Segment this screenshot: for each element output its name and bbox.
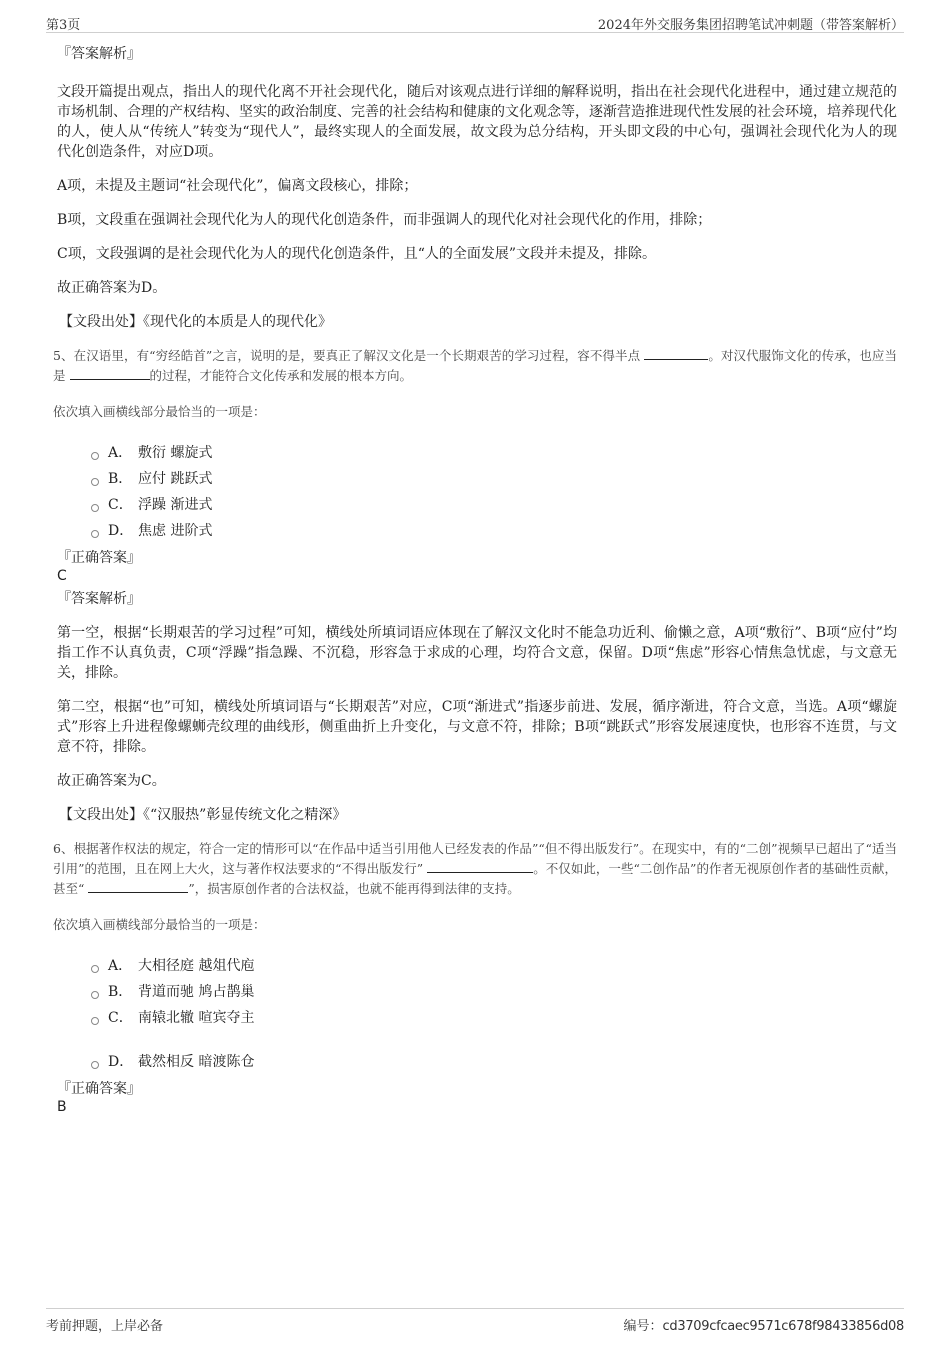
document-title: 2024年外交服务集团招聘笔试冲刺题（带答案解析） <box>597 18 904 33</box>
q4-note-a: A项，未提及主题词“社会现代化”，偏离文段核心，排除； <box>57 178 418 194</box>
option-letter: D． <box>108 523 134 539</box>
q6-stem <box>53 839 897 899</box>
q5-source: 【文段出处】《“汉服热”彰显传统文化之精深》 <box>59 807 347 823</box>
question-6 <box>53 839 897 1075</box>
option-letter: C． <box>108 497 133 513</box>
q5-blank-2 <box>70 366 150 380</box>
q6-stem-part2: 。不仅如此，一些“二创作品”的作者无视原创作者的基础性贡献，甚至“ <box>53 861 897 896</box>
q5-option-c[interactable] <box>91 492 897 518</box>
q5-stem-part3: 的过程，才能符合文化传承和发展的根本方向。 <box>149 368 413 383</box>
page-footer <box>46 1308 904 1334</box>
q6-option-b[interactable] <box>91 979 897 1005</box>
q4-note-c: C项，文段强调的是社会现代化为人的现代化创造条件，且“人的全面发展”文段并未提及，排除。 <box>57 246 657 262</box>
page-header <box>46 12 904 33</box>
question-5 <box>53 346 897 544</box>
option-text: 浮躁 渐进式 <box>138 497 213 513</box>
radio-icon[interactable] <box>91 530 99 538</box>
radio-icon[interactable] <box>91 965 99 973</box>
q5-hint: 依次填入画横线部分最恰当的一项是： <box>53 404 266 419</box>
option-text: 截然相反 暗渡陈仓 <box>138 1054 255 1070</box>
q5-answer: C <box>57 568 67 584</box>
radio-icon[interactable] <box>91 504 99 512</box>
q6-option-d[interactable] <box>91 1049 897 1075</box>
radio-icon[interactable] <box>91 1017 99 1025</box>
option-letter: D． <box>108 1054 134 1070</box>
q5-answer-label: 『正确答案』 <box>57 550 141 566</box>
q5-stem <box>53 346 897 386</box>
q6-blank-2 <box>88 879 188 893</box>
footer-code: cd3709cfcaec9571c678f98433856d08 <box>662 1319 904 1334</box>
radio-icon[interactable] <box>91 452 99 460</box>
footer-code-block <box>624 1315 904 1334</box>
radio-icon[interactable] <box>91 1061 99 1069</box>
footer-code-label: 编号： <box>623 1319 663 1334</box>
q5-option-a[interactable] <box>91 440 897 466</box>
q6-answer: B <box>57 1099 67 1115</box>
page-number: 第3页 <box>46 18 81 33</box>
q4-analysis-label: 『答案解析』 <box>57 46 141 62</box>
option-letter: C． <box>108 1010 133 1026</box>
q5-analysis-2: 第二空，根据“也”可知，横线处所填词语与“长期艰苦”对应，C项“渐进式”指逐步前进、发展，循序渐进，符合文意，当选。A项“螺旋式”形容上升进程像螺蛳壳纹理的曲线形，侧重曲折上升变化，与文意不符，排除；B项“跳跃式”形容发展速度快，也形容不连贯，与文意不符，排除。 <box>57 699 897 755</box>
q4-conclusion: 故正确答案为D。 <box>57 280 167 296</box>
q6-stem-part1: 6、根据著作权法的规定，符合一定的情形可以“在作品中适当引用他人已经发表的作品”“但不得出版发行”。在现实中，有的“二创”视频早已超出了“适当引用”的范围，且在网上大火，这与著作权法要求的“不得出版发行” <box>53 841 897 876</box>
option-letter: A． <box>108 958 133 974</box>
option-letter: B． <box>108 471 133 487</box>
radio-icon[interactable] <box>91 991 99 999</box>
q5-stem-part2: 。对汉代服饰文化的传承，也应当是 <box>53 348 897 383</box>
radio-icon[interactable] <box>91 478 99 486</box>
q5-option-d[interactable] <box>91 518 897 544</box>
q5-analysis-1: 第一空，根据“长期艰苦的学习过程”可知，横线处所填词语应体现在了解汉文化时不能急功近利、偷懒之意，A项“敷衍”、B项“应付”均指工作不认真负责，C项“浮躁”指急躁、不沉稳，形容急于求成的心理，均符合文意，保留。D项“焦虑”形容心情焦急忧虑，与文意无关，排除。 <box>57 625 897 681</box>
q5-analysis-label: 『答案解析』 <box>57 591 141 607</box>
q6-answer-label: 『正确答案』 <box>57 1081 141 1097</box>
option-letter: B． <box>108 984 133 1000</box>
q5-stem-part1: 5、在汉语里，有“穷经皓首”之言，说明的是，要真正了解汉文化是一个长期艰苦的学习过程，容不得半点 <box>53 348 641 363</box>
q5-conclusion: 故正确答案为C。 <box>57 773 166 789</box>
option-letter: A． <box>108 445 133 461</box>
q4-note-b: B项，文段重在强调社会现代化为人的现代化创造条件，而非强调人的现代化对社会现代化的作用，排除； <box>57 212 712 228</box>
q4-source: 【文段出处】《现代化的本质是人的现代化》 <box>59 314 332 330</box>
option-text: 应付 跳跃式 <box>138 471 213 487</box>
q5-option-b[interactable] <box>91 466 897 492</box>
q6-hint: 依次填入画横线部分最恰当的一项是： <box>53 917 266 932</box>
option-text: 南辕北辙 喧宾夺主 <box>138 1010 255 1026</box>
q6-option-c[interactable] <box>91 1005 897 1031</box>
option-text: 大相径庭 越俎代庖 <box>138 958 255 974</box>
option-text: 焦虑 进阶式 <box>138 523 213 539</box>
q6-blank-1 <box>427 859 533 873</box>
q6-options <box>91 953 897 1075</box>
q4-analysis-text: 文段开篇提出观点，指出人的现代化离不开社会现代化，随后对该观点进行详细的解释说明，指出在社会现代化进程中，通过建立规范的市场机制、合理的产权结构、坚实的政治制度、完善的社会结构和健康的文化观念等，逐渐营造推进现代性发展的社会环境，培养现代化的人，使人从“传统人”转变为“现代人”，最终实现人的全面发展，故文段为总分结构，开头即文段的中心句，强调社会现代化为人的现代化创造条件，对应D项。 <box>57 84 897 160</box>
q6-option-a[interactable] <box>91 953 897 979</box>
q6-stem-part3: ”，损害原创作者的合法权益，也就不能再得到法律的支持。 <box>188 881 520 896</box>
q5-options <box>91 440 897 544</box>
option-text: 背道而驰 鸠占鹊巢 <box>138 984 255 1000</box>
q5-blank-1 <box>644 346 708 360</box>
page-content <box>53 44 897 1116</box>
option-text: 敷衍 螺旋式 <box>138 445 213 461</box>
footer-slogan: 考前押题，上岸必备 <box>46 1319 164 1334</box>
